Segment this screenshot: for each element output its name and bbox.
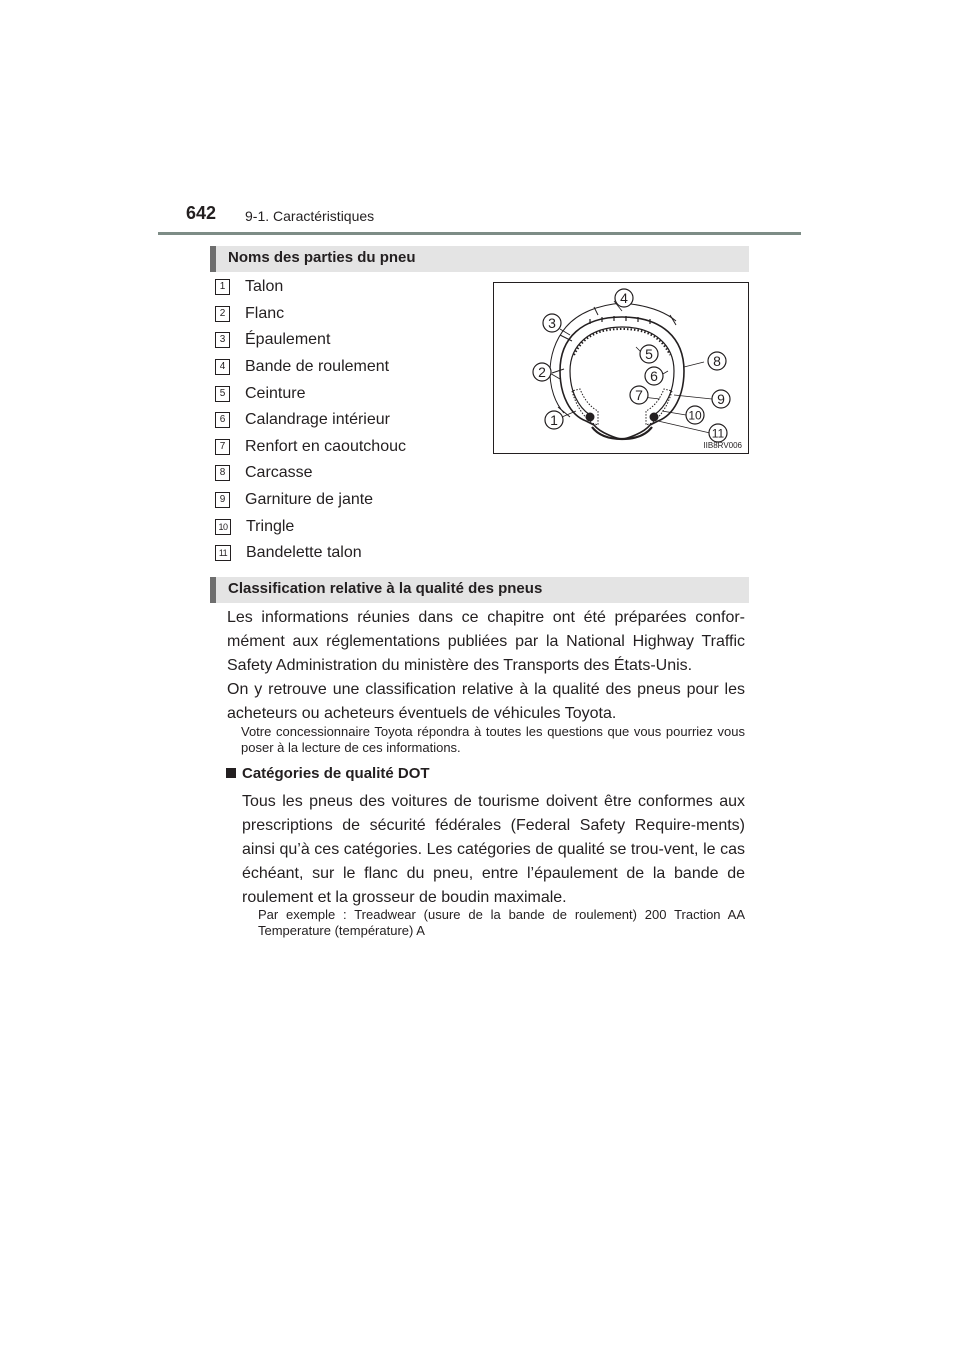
list-item bbox=[215, 354, 485, 381]
svg-text:6: 6 bbox=[650, 368, 658, 384]
tire-diagram bbox=[494, 283, 750, 455]
callout-7 bbox=[630, 386, 648, 404]
callout-2 bbox=[533, 363, 551, 381]
item-number: 6 bbox=[215, 412, 230, 428]
callout-9 bbox=[712, 390, 730, 408]
bead-right bbox=[646, 389, 672, 425]
section-title-quality-classification: Classification relative à la qualité des pneus bbox=[210, 577, 749, 603]
list-item bbox=[215, 327, 485, 354]
dealer-note: Votre concessionnaire Toyota répondra à toutes les questions que vous pourriez vous poser à la lecture de ces informations. bbox=[241, 724, 745, 755]
svg-text:7: 7 bbox=[635, 387, 643, 403]
item-number: 3 bbox=[215, 332, 230, 348]
item-label: Carcasse bbox=[245, 464, 313, 482]
header-rule bbox=[158, 232, 801, 235]
item-number: 4 bbox=[215, 359, 230, 375]
item-number: 1 bbox=[215, 279, 230, 295]
tire-parts-list bbox=[215, 274, 485, 567]
callout-5 bbox=[640, 345, 658, 363]
list-item bbox=[215, 380, 485, 407]
page-number: 642 bbox=[186, 203, 217, 223]
dot-grades-text bbox=[242, 790, 745, 910]
list-item bbox=[215, 487, 485, 514]
intro-text bbox=[227, 606, 745, 726]
list-item bbox=[215, 513, 485, 540]
chapter-title: 9-1. Caractéristiques bbox=[245, 208, 375, 224]
example-note: Par exemple : Treadwear (usure de la bande de roulement) 200 Traction AA Temperature (température) A bbox=[258, 907, 745, 938]
item-label: Bandelette talon bbox=[246, 544, 362, 562]
rim bbox=[592, 427, 652, 439]
item-label: Flanc bbox=[245, 304, 285, 322]
dot-grades-heading bbox=[226, 765, 430, 782]
item-label: Garniture de jante bbox=[245, 491, 374, 509]
callout-10 bbox=[686, 406, 704, 424]
svg-text:11: 11 bbox=[711, 426, 725, 441]
item-number: 8 bbox=[215, 465, 230, 481]
item-label: Tringle bbox=[246, 517, 295, 535]
callout-3 bbox=[543, 314, 561, 332]
item-label: Bande de roulement bbox=[245, 358, 390, 376]
svg-text:2: 2 bbox=[538, 364, 546, 380]
svg-text:10: 10 bbox=[688, 408, 702, 423]
svg-text:5: 5 bbox=[645, 346, 653, 362]
bead-left bbox=[572, 389, 598, 425]
list-item bbox=[215, 274, 485, 301]
callout-4 bbox=[615, 289, 633, 307]
bullet-square-icon bbox=[226, 768, 236, 778]
paragraph: Les informations réunies dans ce chapitre ont été préparées confor-mément aux réglementations publiées par la National Highway Traffic Safety Administration du ministère des Transports des États-Unis. bbox=[227, 609, 745, 674]
callout-11 bbox=[709, 424, 727, 442]
svg-text:8: 8 bbox=[713, 353, 721, 369]
callout-circles bbox=[533, 289, 730, 442]
svg-text:9: 9 bbox=[717, 391, 725, 407]
list-item bbox=[215, 301, 485, 328]
list-item bbox=[215, 407, 485, 434]
dot-grades-title: Catégories de qualité DOT bbox=[242, 765, 430, 782]
callout-1 bbox=[545, 411, 563, 429]
tire-cross-section-figure bbox=[493, 282, 749, 454]
svg-text:3: 3 bbox=[548, 315, 556, 331]
item-number: 7 bbox=[215, 439, 230, 455]
paragraph: On y retrouve une classification relative à la qualité des pneus pour les acheteurs ou acheteurs éventuels de véhicules Toyota. bbox=[227, 681, 745, 722]
item-label: Renfort en caoutchouc bbox=[245, 437, 406, 455]
item-label: Épaulement bbox=[245, 331, 331, 349]
figure-code: IIB8RV006 bbox=[703, 441, 742, 450]
item-number: 10 bbox=[215, 519, 231, 535]
item-number: 5 bbox=[215, 386, 230, 402]
callout-6 bbox=[645, 367, 663, 385]
item-label: Talon bbox=[245, 278, 284, 296]
paragraph: Tous les pneus des voitures de tourisme doivent être conformes aux prescriptions de sécurité fédérales (Federal Safety Require-ments) ainsi qu’à ces catégories. Les catégories de qualité se trou-vent, le cas échéant, sur le flanc du pneu, entre l’épaulement de la bande de roulement et la grosseur de boudin maximale. bbox=[242, 793, 745, 906]
item-number: 9 bbox=[215, 492, 230, 508]
section-title-tire-parts: Noms des parties du pneu bbox=[210, 246, 749, 272]
tire-outline bbox=[560, 317, 684, 439]
list-item bbox=[215, 434, 485, 461]
item-number: 11 bbox=[215, 545, 231, 561]
callout-8 bbox=[708, 352, 726, 370]
list-item bbox=[215, 460, 485, 487]
page-header bbox=[0, 0, 960, 240]
item-label: Ceinture bbox=[245, 384, 306, 402]
list-item bbox=[215, 540, 485, 567]
item-label: Calandrage intérieur bbox=[245, 411, 390, 429]
svg-text:1: 1 bbox=[550, 412, 558, 428]
svg-text:4: 4 bbox=[620, 290, 628, 306]
item-number: 2 bbox=[215, 306, 230, 322]
